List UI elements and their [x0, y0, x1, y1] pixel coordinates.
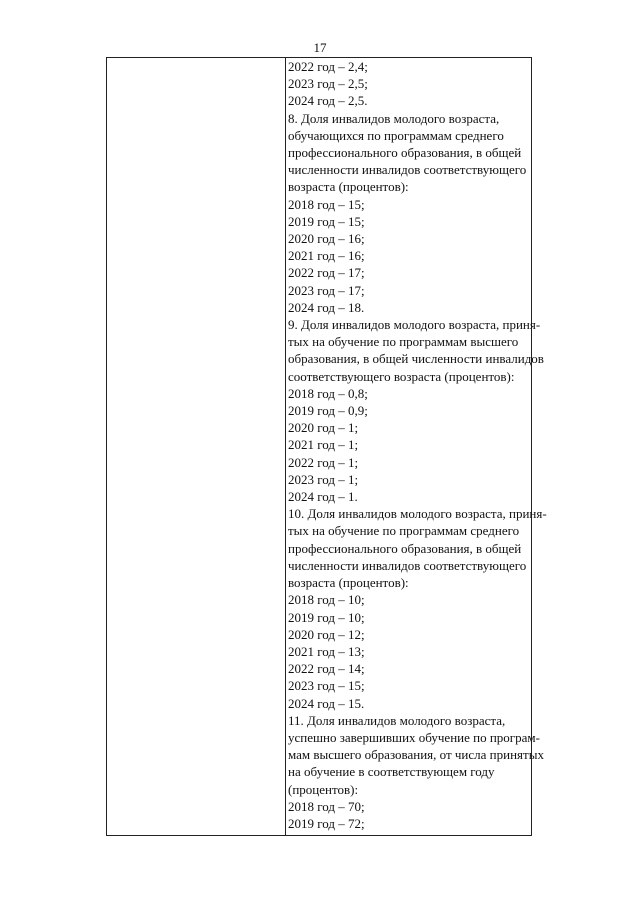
text-line: тых на обучение по программам среднего: [288, 523, 520, 539]
text-line: численности инвалидов соответствующего: [288, 557, 527, 573]
text-line: 2018 год – 0,8;: [288, 385, 368, 401]
text-line: 2023 год – 1;: [288, 471, 359, 487]
text-line: профессионального образования, в общей: [288, 540, 522, 556]
text-line: 2024 год – 1.: [288, 489, 358, 505]
text-line: (процентов):: [288, 781, 359, 797]
text-line: 2024 год – 15.: [288, 695, 365, 711]
text-line: 2024 год – 2,5.: [288, 93, 368, 109]
document-table: [106, 57, 547, 836]
text-line: численности инвалидов соответствующего: [288, 162, 527, 178]
column-divider: [285, 58, 286, 835]
text-line: обучающихся по программам среднего: [288, 127, 504, 143]
text-line: 2020 год – 1;: [288, 420, 359, 436]
page-number: 17: [313, 40, 327, 55]
text-line: возраста (процентов):: [288, 179, 409, 195]
text-line: 2024 год – 18.: [288, 299, 365, 315]
text-line: 2022 год – 14;: [288, 661, 365, 677]
text-line: 2023 год – 17;: [288, 282, 365, 298]
text-line: мам высшего образования, от числа принятых: [288, 747, 544, 763]
text-line: профессионального образования, в общей: [288, 145, 522, 161]
text-line: 2018 год – 70;: [288, 798, 365, 814]
text-line: 2018 год – 15;: [288, 196, 365, 212]
text-line: 9. Доля инвалидов молодого возраста, приня-: [288, 317, 541, 333]
text-line: 2019 год – 10;: [288, 609, 365, 625]
text-line: 2022 год – 2,4;: [288, 59, 368, 74]
text-line: 2021 год – 16;: [288, 248, 365, 264]
text-line: возраста (процентов):: [288, 575, 409, 591]
text-line: 11. Доля инвалидов молодого возраста,: [288, 712, 506, 728]
text-line: 2023 год – 2,5;: [288, 76, 368, 92]
text-line: успешно завершивших обучение по програм-: [288, 729, 540, 745]
text-line: 2022 год – 1;: [288, 454, 359, 470]
text-line: 2019 год – 0,9;: [288, 403, 368, 419]
text-line: 2019 год – 15;: [288, 213, 365, 229]
text-line: 2020 год – 16;: [288, 231, 365, 247]
text-line: образования, в общей численности инвалидов: [288, 351, 544, 367]
text-line: 2021 год – 1;: [288, 437, 359, 453]
text-line: соответствующего возраста (процентов):: [288, 368, 515, 384]
text-line: 2019 год – 72;: [288, 815, 365, 831]
text-line: 2018 год – 10;: [288, 592, 365, 608]
text-line: 10. Доля инвалидов молодого возраста, приня-: [288, 506, 547, 522]
text-line: тых на обучение по программам высшего: [288, 334, 519, 350]
text-line: на обучение в соответствующем году: [288, 764, 495, 780]
text-line: 2022 год – 17;: [288, 265, 365, 281]
text-line: 2021 год – 13;: [288, 643, 365, 659]
text-line: 8. Доля инвалидов молодого возраста,: [288, 110, 500, 126]
text-line: 2020 год – 12;: [288, 626, 365, 642]
text-line: 2023 год – 15;: [288, 678, 365, 694]
right-column: [288, 58, 547, 832]
